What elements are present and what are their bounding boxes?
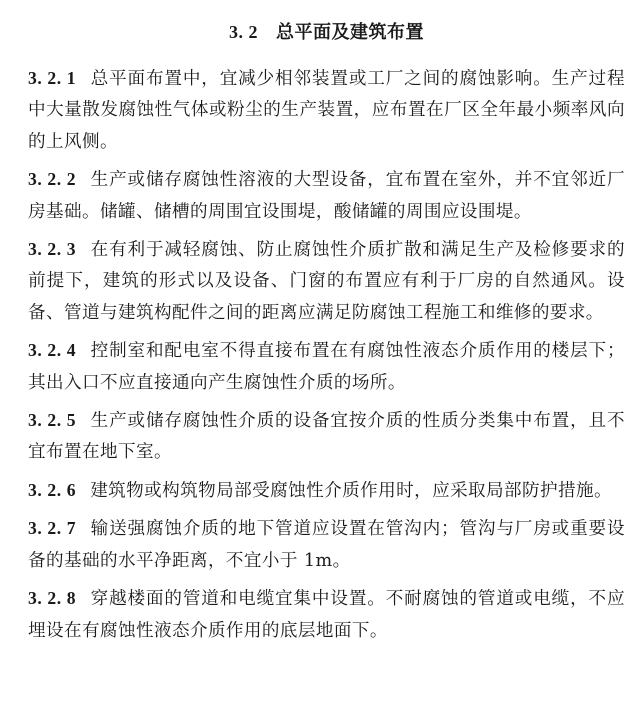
clause-number: 3. 2. 2 (28, 169, 77, 190)
clause-text: 生产或储存腐蚀性溶液的大型设备，宜布置在室外，并不宜邻近厂房基础。储罐、储槽的周围宜设围堤，酸储罐的周围应设围堤。 (28, 170, 625, 222)
clause-text: 控制室和配电室不得直接布置在有腐蚀性液态介质作用的楼层下；其出入口不应直接通向产生腐蚀性介质的场所。 (28, 341, 625, 393)
clause-number: 3. 2. 4 (28, 340, 77, 361)
clause-3-2-4 (28, 335, 625, 399)
clause-number: 3. 2. 5 (28, 410, 77, 431)
clause-3-2-8 (28, 583, 625, 647)
section-heading (28, 20, 625, 45)
clause-text: 总平面布置中，宜减少相邻装置或工厂之间的腐蚀影响。生产过程中大量散发腐蚀性气体或粉尘的生产装置，应布置在厂区全年最小频率风向的上风侧。 (28, 69, 625, 152)
clause-number: 3. 2. 7 (28, 518, 77, 539)
clause-text: 生产或储存腐蚀性介质的设备宜按介质的性质分类集中布置，且不宜布置在地下室。 (28, 411, 625, 463)
clause-3-2-2 (28, 164, 625, 228)
clause-number: 3. 2. 3 (28, 239, 77, 260)
clause-3-2-5 (28, 405, 625, 469)
clause-number: 3. 2. 1 (28, 68, 77, 88)
section-title-text: 总平面及建筑布置 (276, 22, 424, 43)
clause-text: 建筑物或构筑物局部受腐蚀性介质作用时，应采取局部防护措施。 (90, 480, 613, 501)
section-number: 3. 2 (229, 22, 258, 42)
clause-number: 3. 2. 8 (28, 588, 77, 609)
clause-3-2-6 (28, 475, 625, 507)
clause-3-2-7 (28, 513, 625, 577)
clause-number: 3. 2. 6 (28, 479, 77, 500)
clause-text: 在有利于减轻腐蚀、防止腐蚀性介质扩散和满足生产及检修要求的前提下，建筑的形式以及设备、门窗的布置应有利于厂房的自然通风。设备、管道与建筑构配件之间的距离应满足防腐蚀工程施工和维修的要求。 (28, 240, 625, 323)
clause-3-2-3 (28, 234, 625, 329)
clause-text: 输送强腐蚀介质的地下管道应设置在管沟内；管沟与厂房或重要设备的基础的水平净距离，不宜小于 1m。 (28, 519, 625, 571)
clause-3-2-1 (28, 63, 625, 158)
clause-text: 穿越楼面的管道和电缆宜集中设置。不耐腐蚀的管道或电缆，不应埋设在有腐蚀性液态介质作用的底层地面下。 (28, 589, 625, 641)
